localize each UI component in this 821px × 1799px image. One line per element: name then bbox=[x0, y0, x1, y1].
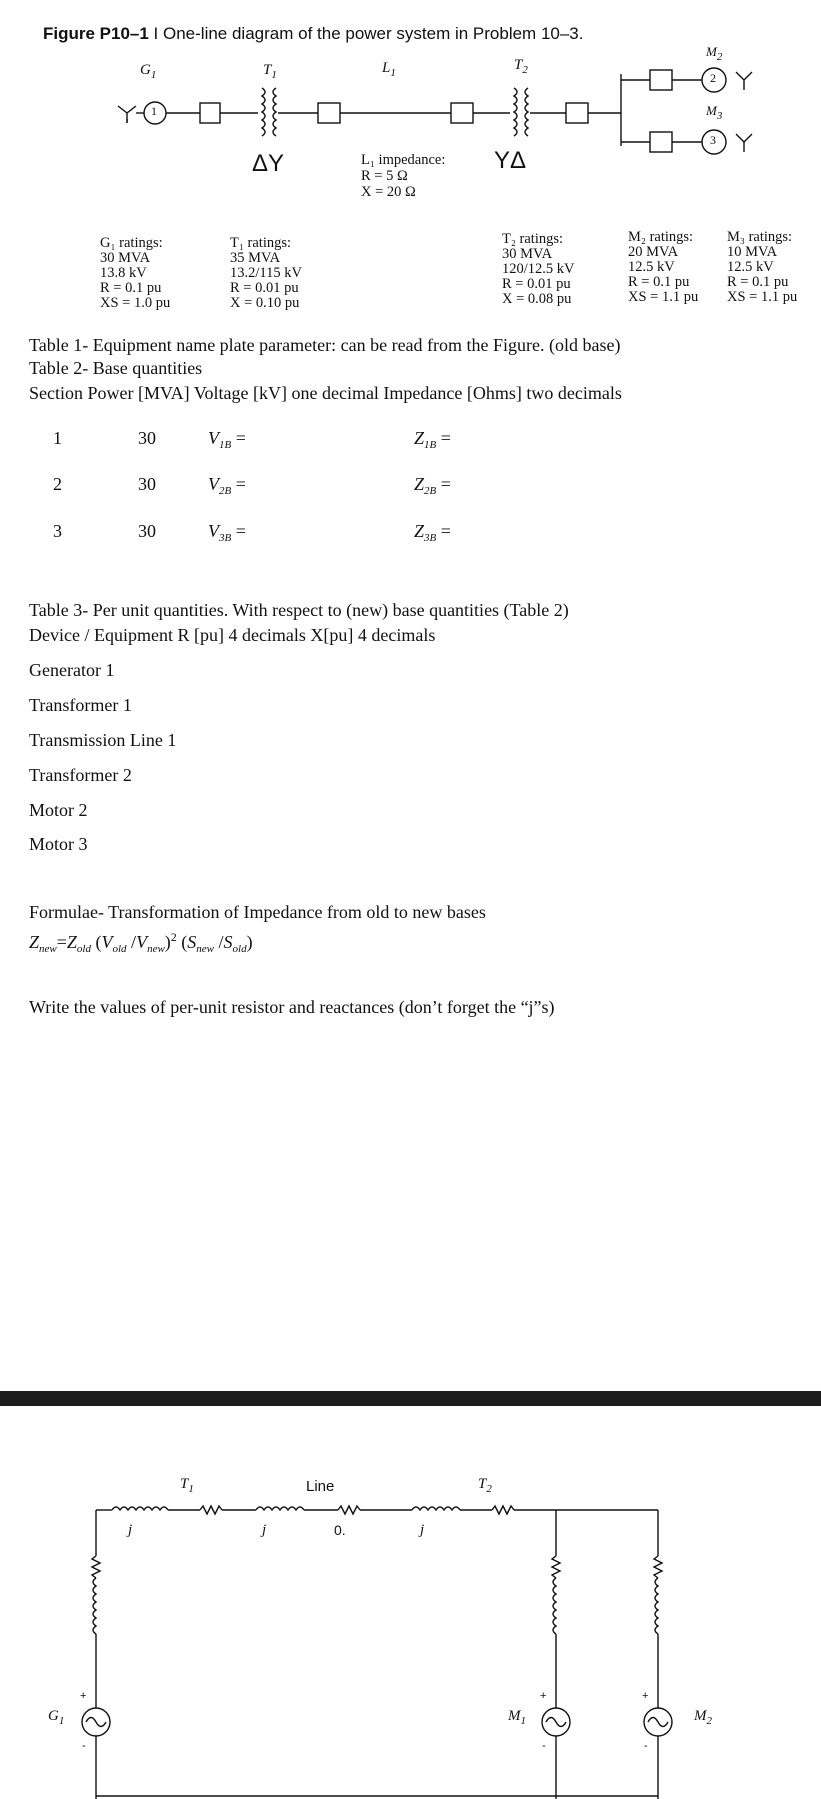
table2-row3-section: 3 bbox=[53, 521, 62, 541]
instruction: Write the values of per-unit resistor and reactances (don’t forget the “j”s) bbox=[29, 997, 555, 1017]
device-generator-1: Generator 1 bbox=[29, 660, 115, 680]
m2-resistor-icon bbox=[654, 1556, 662, 1578]
t1-inductor-icon bbox=[256, 1507, 304, 1510]
device-transformer-1: Transformer 1 bbox=[29, 695, 132, 715]
m2-minus: - bbox=[644, 1740, 648, 1752]
table2-row3-impedance: $Z_{3B}$ = bbox=[414, 521, 451, 544]
table2-row1-section: 1 bbox=[53, 428, 62, 448]
table2-row1-impedance: $Z_{1B}$ = bbox=[414, 428, 451, 451]
device-transmission-line-1: Transmission Line 1 bbox=[29, 730, 177, 750]
motor-2-number: 2 bbox=[710, 71, 716, 85]
table2-row2-power: 30 bbox=[138, 474, 156, 494]
generator-number: 1 bbox=[151, 104, 157, 118]
motor-3-number: 3 bbox=[710, 133, 716, 147]
t2-resistor-icon bbox=[492, 1506, 514, 1514]
device-transformer-2: Transformer 2 bbox=[29, 765, 132, 785]
label-l1: $L_1$ bbox=[382, 60, 396, 79]
m2-reactance-icon bbox=[655, 1578, 658, 1634]
t2-connection: YΔ bbox=[494, 147, 527, 174]
g1-resistor-icon bbox=[92, 1556, 100, 1578]
label-g1: $G_1$ bbox=[140, 62, 157, 81]
m1-plus: + bbox=[540, 1690, 547, 1702]
line-inductor-icon bbox=[412, 1507, 460, 1510]
circuit-label-line: Line bbox=[306, 1478, 335, 1495]
formula-expression: $Z_{new}=Z_{old}$ ($V_{old}$ $/V_{new})^2$ ($S_{new}$ $/S_{old}$) bbox=[29, 930, 253, 955]
figure-number: Figure P10–1 bbox=[43, 24, 149, 43]
table2-header: Section Power [MVA] Voltage [kV] one decimal Impedance [Ohms] two decimals bbox=[29, 383, 622, 403]
t2-ratings: T₂ ratings: 30 MVA 120/12.5 kV R = 0.01 pu X = 0.08 pu bbox=[502, 231, 575, 307]
m1-minus: - bbox=[542, 1740, 546, 1752]
table2-row2-impedance: $Z_{2B}$ = bbox=[414, 474, 451, 497]
table2-row1-power: 30 bbox=[138, 428, 156, 448]
figure-caption: I One-line diagram of the power system in Problem 10–3. bbox=[148, 24, 584, 43]
t1-connection: ΔY bbox=[252, 150, 285, 177]
line-impedance: L₁ impedance: R = 5 Ω X = 20 Ω bbox=[361, 152, 446, 200]
table3-header: Device / Equipment R [pu] 4 decimals X[pu] 4 decimals bbox=[29, 625, 436, 645]
circuit-label-m1: $M_1$ bbox=[508, 1708, 526, 1727]
t1-ratings: T₁ ratings: 35 MVA 13.2/115 kV R = 0.01 pu X = 0.10 pu bbox=[230, 235, 302, 311]
table2-row3-voltage: $V_{3B}$ = bbox=[208, 521, 246, 544]
m1-reactance-icon bbox=[553, 1578, 556, 1634]
table2-caption: Table 2- Base quantities bbox=[29, 358, 203, 378]
label-t2: $T_2$ bbox=[514, 57, 528, 76]
m2-ratings: M₂ ratings: 20 MVA 12.5 kV R = 0.1 pu XS = 1.1 pu bbox=[628, 229, 699, 305]
label-m3: $M_3$ bbox=[706, 103, 723, 122]
circuit-j-2: j bbox=[262, 1522, 267, 1538]
table2-row2-section: 2 bbox=[53, 474, 62, 494]
circuit-label-t1: $T_1$ bbox=[180, 1476, 194, 1495]
t1-resistor-icon bbox=[200, 1506, 222, 1514]
label-t1: $T_1$ bbox=[263, 62, 277, 81]
table2-row1-voltage: $V_{1B}$ = bbox=[208, 428, 246, 451]
g1-reactance-icon bbox=[93, 1578, 96, 1634]
g1-minus: - bbox=[82, 1740, 86, 1752]
m2-plus: + bbox=[642, 1690, 649, 1702]
line-resistor-icon bbox=[338, 1506, 360, 1514]
g1-plus: + bbox=[80, 1690, 87, 1702]
table1-caption: Table 1- Equipment name plate parameter: can be read from the Figure. (old base) bbox=[29, 335, 621, 355]
formula-title: Formulae- Transformation of Impedance from old to new bases bbox=[29, 902, 486, 922]
m3-ratings: M₃ ratings: 10 MVA 12.5 kV R = 0.1 pu XS = 1.1 pu bbox=[727, 229, 798, 305]
device-motor-2: Motor 2 bbox=[29, 800, 88, 820]
m1-resistor-icon bbox=[552, 1556, 560, 1578]
circuit-label-g1: $G_1$ bbox=[48, 1708, 65, 1727]
table3-caption: Table 3- Per unit quantities. With respect to (new) base quantities (Table 2) bbox=[29, 600, 569, 620]
g1-ratings: G₁ ratings: 30 MVA 13.8 kV R = 0.1 pu XS = 1.0 pu bbox=[100, 235, 171, 311]
table2-row3-power: 30 bbox=[138, 521, 156, 541]
g1-inductor-icon bbox=[112, 1507, 168, 1510]
label-m2: $M_2$ bbox=[706, 44, 723, 63]
circuit-line-value: 0. bbox=[334, 1522, 346, 1538]
device-motor-3: Motor 3 bbox=[29, 834, 88, 854]
circuit-j-3: j bbox=[420, 1522, 425, 1538]
circuit-label-m2: $M_2$ bbox=[694, 1708, 712, 1727]
circuit-j-1: j bbox=[128, 1522, 133, 1538]
circuit-label-t2: $T_2$ bbox=[478, 1476, 492, 1495]
table2-row2-voltage: $V_{2B}$ = bbox=[208, 474, 246, 497]
